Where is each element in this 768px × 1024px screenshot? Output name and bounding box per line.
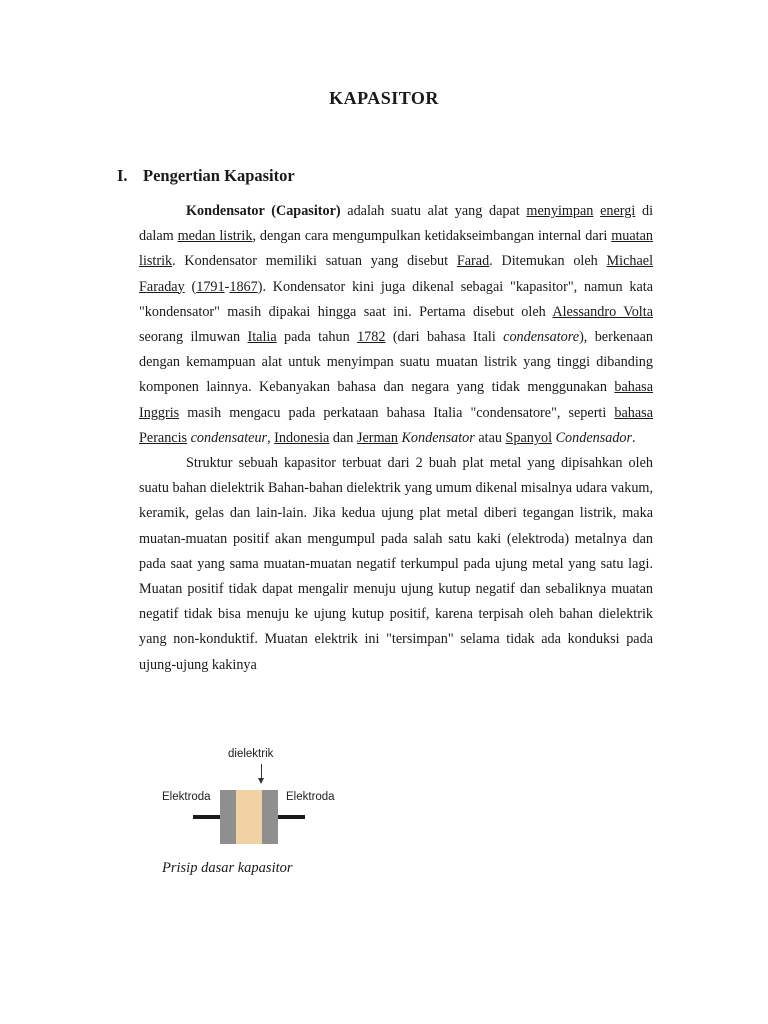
text-run: - [224, 278, 230, 295]
paragraph-definition [139, 199, 653, 451]
term-kondensator-de: Kondensator [401, 429, 475, 446]
dielectric-label: dielektrik [228, 748, 274, 760]
link-year-1782[interactable]: 1782 [357, 329, 386, 346]
text-run: . [632, 429, 636, 446]
section-number: I. [117, 166, 128, 185]
document-title: KAPASITOR [329, 88, 439, 108]
link-energi[interactable]: energi [600, 203, 636, 219]
text-run: di dalam [139, 203, 654, 245]
link-indonesia[interactable]: Indonesia [274, 429, 330, 446]
right-metal-plate [262, 790, 278, 844]
term-condensador: Condensador [555, 429, 633, 446]
link-year-1791[interactable]: 1791 [196, 278, 225, 295]
link-spanyol[interactable]: Spanyol [505, 429, 553, 446]
link-farad[interactable]: Farad [456, 253, 490, 270]
link-muatan-listrik[interactable]: muatan listrik [139, 228, 653, 270]
text-run: . Kondensator memiliki satuan yang disebut [172, 253, 457, 270]
text-run: ). Kondensator kini juga dikenal sebagai "kapasitor", namun kata "kondensator" masih dipakai hingga saat ini. Pertama disebut oleh [139, 278, 653, 320]
link-bahasa-perancis[interactable]: bahasa Perancis [139, 404, 653, 446]
text-run: pada tahun [276, 329, 358, 346]
text-run: dan [329, 429, 357, 446]
text-run: ( [184, 278, 197, 295]
link-medan-listrik[interactable]: medan listrik [177, 228, 253, 245]
link-italia[interactable]: Italia [247, 329, 277, 346]
text-run: (dari bahasa Itali [385, 329, 504, 346]
link-michael-faraday[interactable]: Michael Faraday [139, 253, 654, 295]
left-metal-plate [220, 790, 236, 844]
text-run: ), berkenaan dengan kemampuan alat untuk menyimpan suatu muatan listrik yang tinggi dibanding komponen lainnya. Kebanyakan bahasa dan negara yang tidak menggunakan [139, 329, 654, 396]
right-electrode-label: Elektroda [286, 791, 335, 803]
section-title: Pengertian Kapasitor [143, 166, 295, 185]
figure-caption: Prisip dasar kapasitor [162, 860, 293, 876]
link-year-1867[interactable]: 1867 [229, 278, 258, 295]
link-menyimpan[interactable]: menyimpan [526, 203, 594, 219]
text-run: atau [474, 429, 506, 446]
right-lead-wire [278, 815, 305, 819]
text-run: , dengan cara mengumpulkan ketidakseimbangan internal dari [252, 228, 612, 245]
left-electrode-label: Elektroda [162, 791, 211, 803]
text-run: adalah suatu alat yang dapat [340, 203, 527, 219]
dielectric-arrow-head [258, 778, 264, 784]
text-run: , [267, 429, 275, 446]
term-kondensator: Kondensator (Capasitor) [186, 203, 341, 219]
link-alessandro-volta[interactable]: Alessandro Volta [552, 303, 653, 320]
term-condensateur: condensateur [190, 429, 268, 446]
text-run: . Ditemukan oleh [489, 253, 607, 270]
term-condensatore: condensatore [503, 329, 580, 346]
paragraph-structure: Struktur sebuah kapasitor terbuat dari 2 buah plat metal yang dipisahkan oleh suatu bahan dielektrik Bahan-bahan dielektrik yang umum dikenal misalnya udara vakum, keramik, gelas dan lain-lain. Jika kedua ujung plat metal diberi tegangan listrik, maka muatan-muatan positif akan mengumpul pada salah satu kaki (elektroda) metalnya dan pada saat yang sama muatan-muatan negatif terkumpul pada ujung metal yang satu lagi. Muatan positif tidak dapat mengalir menuju ujung kutup negatif dan sebaliknya muatan negatif tidak bisa menuju ke ujung kutup positif, karena terpisah oleh bahan dielektrik yang non-konduktif. Muatan elektrik ini "tersimpan" selama tidak ada konduksi pada ujung-ujung kakinya [139, 455, 653, 673]
text-run: masih mengacu pada perkataan bahasa Italia "condensatore", seperti [179, 404, 615, 421]
section-heading [117, 166, 295, 186]
link-bahasa-inggris[interactable]: bahasa Inggris [139, 379, 653, 421]
left-lead-wire [193, 815, 220, 819]
text-run: seorang ilmuwan [139, 329, 248, 346]
dielectric-material [236, 790, 262, 844]
capacitor-diagram [150, 742, 370, 852]
body-text [139, 199, 653, 678]
link-jerman[interactable]: Jerman [356, 429, 398, 446]
